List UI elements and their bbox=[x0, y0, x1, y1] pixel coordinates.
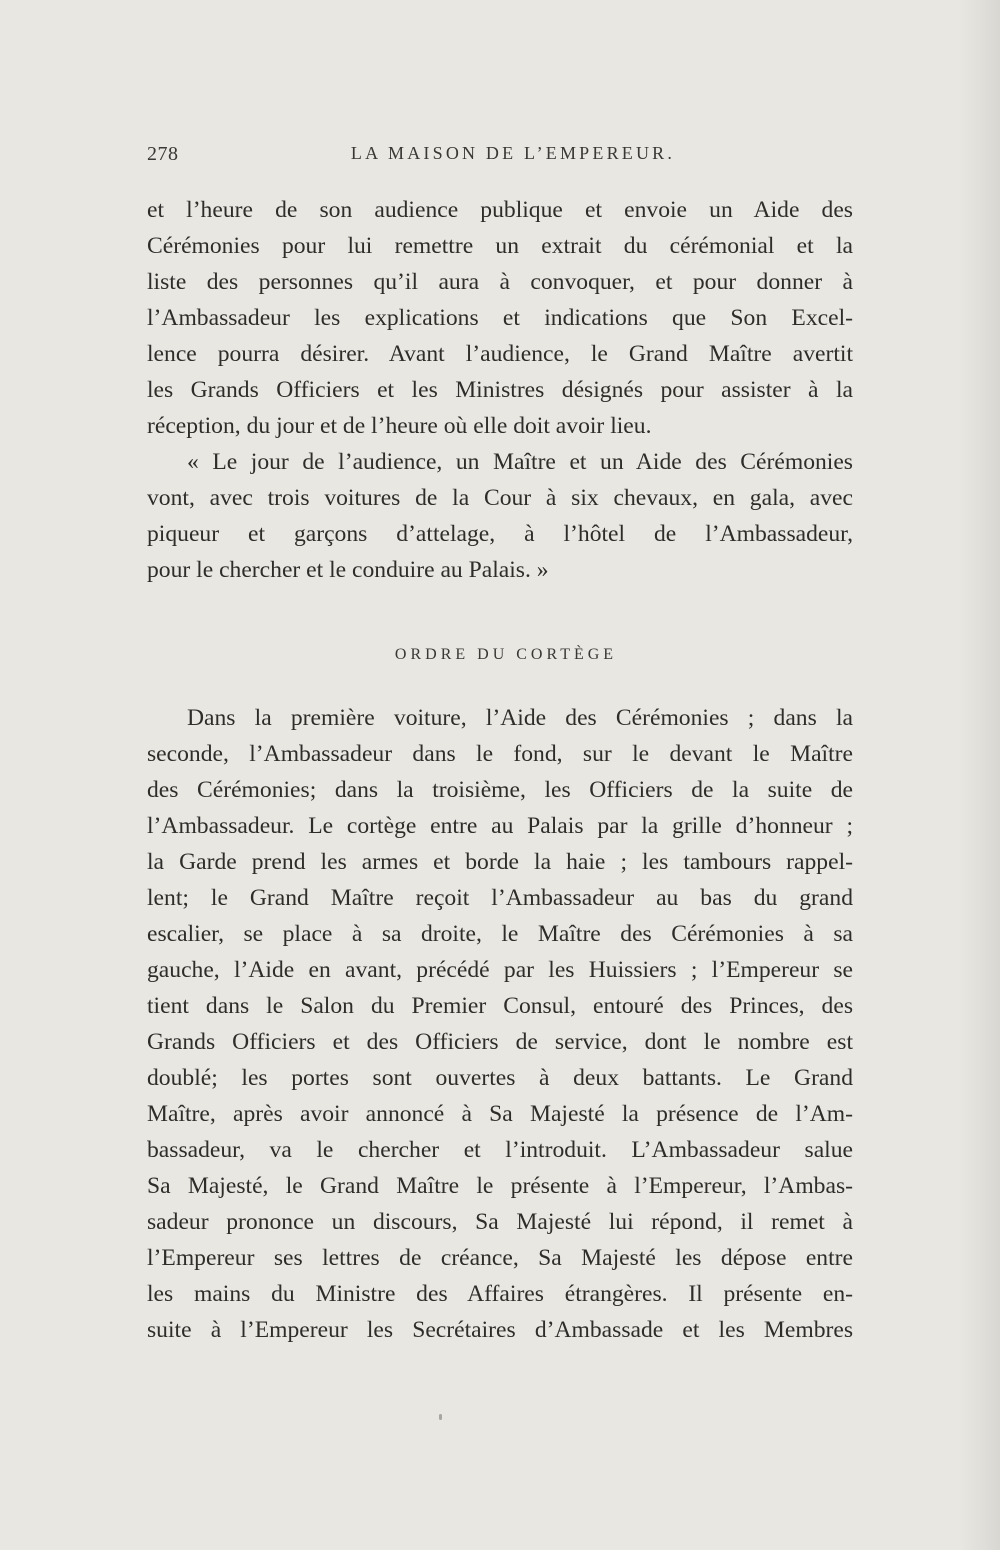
text-line: Sa Majesté, le Grand Maître le présente à l’Empereur, l’Ambas- bbox=[147, 1173, 853, 1199]
text-line: « Le jour de l’audience, un Maître et un Aide des Cérémonies bbox=[187, 449, 853, 475]
running-header bbox=[147, 143, 853, 173]
text-line: vont, avec trois voitures de la Cour à six chevaux, en gala, avec bbox=[147, 485, 853, 511]
text-line: les Grands Officiers et les Ministres désignés pour assister à la bbox=[147, 377, 853, 403]
text-line: lent; le Grand Maître reçoit l’Ambassadeur au bas du grand bbox=[147, 885, 853, 911]
text-line: suite à l’Empereur les Secrétaires d’Ambassade et les Membres bbox=[147, 1317, 853, 1343]
page-edge-shadow bbox=[958, 0, 1000, 1550]
text-line: Cérémonies pour lui remettre un extrait du cérémonial et la bbox=[147, 233, 853, 259]
text-line: Dans la première voiture, l’Aide des Cérémonies ; dans la bbox=[187, 705, 853, 731]
text-line: Grands Officiers et des Officiers de service, dont le nombre est bbox=[147, 1029, 853, 1055]
text-line: seconde, l’Ambassadeur dans le fond, sur le devant le Maître bbox=[147, 741, 853, 767]
paper-speck bbox=[439, 1414, 442, 1420]
text-line: piqueur et garçons d’attelage, à l’hôtel de l’Ambassadeur, bbox=[147, 521, 853, 547]
text-line: liste des personnes qu’il aura à convoquer, et pour donner à bbox=[147, 269, 853, 295]
text-line: gauche, l’Aide en avant, précédé par les Huissiers ; l’Empereur se bbox=[147, 957, 853, 983]
text-line: bassadeur, va le chercher et l’introduit. L’Ambassadeur salue bbox=[147, 1137, 853, 1163]
text-line: les mains du Ministre des Affaires étrangères. Il présente en- bbox=[147, 1281, 853, 1307]
running-title: LA MAISON DE L’EMPEREUR. bbox=[350, 143, 676, 163]
text-line: escalier, se place à sa droite, le Maître des Cérémonies à sa bbox=[147, 921, 853, 947]
paragraph-1 bbox=[147, 192, 853, 444]
text-line: et l’heure de son audience publique et envoie un Aide des bbox=[147, 197, 853, 223]
text-line: la Garde prend les armes et borde la haie ; les tambours rappel- bbox=[147, 849, 853, 875]
text-line: Maître, après avoir annoncé à Sa Majesté la présence de l’Am- bbox=[147, 1101, 853, 1127]
text-line: sadeur prononce un discours, Sa Majesté lui répond, il remet à bbox=[147, 1209, 853, 1235]
paragraph-2 bbox=[147, 444, 853, 588]
text-line: tient dans le Salon du Premier Consul, entouré des Princes, des bbox=[147, 993, 853, 1019]
section-heading: ORDRE DU CORTÈGE bbox=[394, 646, 618, 663]
text-line: réception, du jour et de l’heure où elle doit avoir lieu. bbox=[147, 413, 652, 439]
text-line: l’Ambassadeur. Le cortège entre au Palais par la grille d’honneur ; bbox=[147, 813, 853, 839]
paragraph-3 bbox=[147, 700, 853, 1348]
text-line: des Cérémonies; dans la troisième, les Officiers de la suite de bbox=[147, 777, 853, 803]
text-line: l’Empereur ses lettres de créance, Sa Majesté les dépose entre bbox=[147, 1245, 853, 1271]
text-line: l’Ambassadeur les explications et indications que Son Excel- bbox=[147, 305, 853, 331]
text-line: lence pourra désirer. Avant l’audience, le Grand Maître avertit bbox=[147, 341, 853, 367]
text-line: doublé; les portes sont ouvertes à deux battants. Le Grand bbox=[147, 1065, 853, 1091]
text-line: pour le chercher et le conduire au Palais. » bbox=[147, 557, 549, 583]
page-number: 278 bbox=[147, 143, 179, 165]
